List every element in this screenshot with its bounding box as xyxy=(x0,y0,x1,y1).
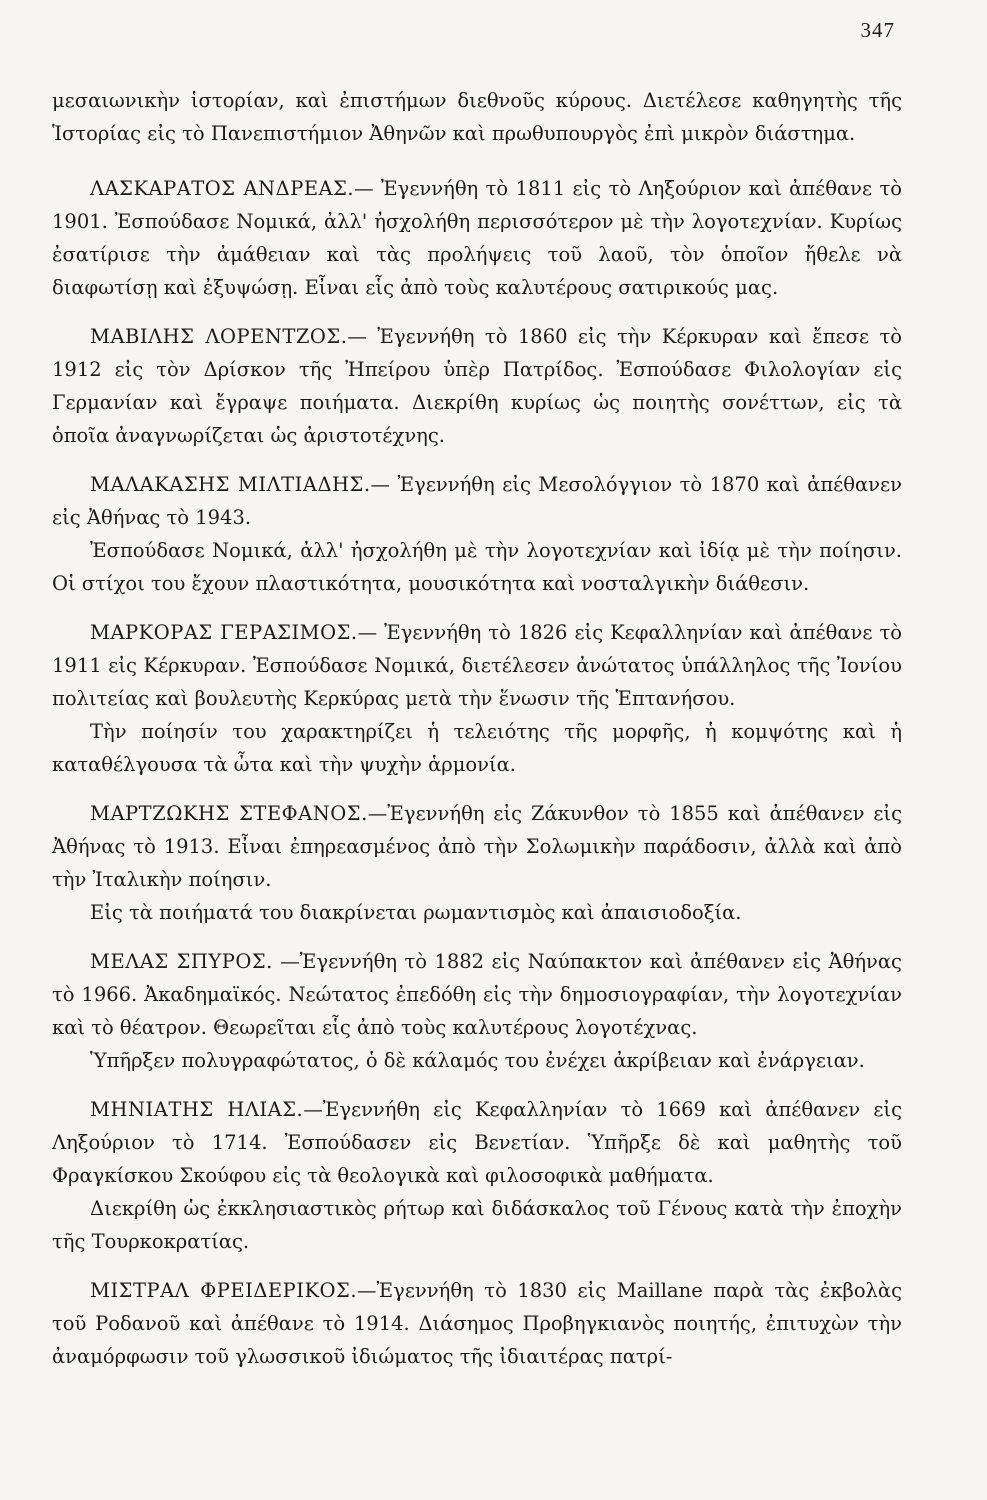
entry-markoras xyxy=(52,616,902,781)
entry-name: ΜΗΝΙΑΤΗΣ ΗΛΙΑΣ. xyxy=(90,1098,304,1121)
entry-text: —Ἐγεννήθη τὸ 1830 εἰς Maillane παρὰ τὰς ἐκβολὰς τοῦ Ροδανοῦ καὶ ἀπέθανε τὸ 1914. Διάσημος Προβηγκιανὸς ποιητής, ἐπιτυχὼν τὴν ἀναμόρφωσιν τοῦ γλωσσικοῦ ἰδιώματος τῆς ἰδιαιτέρας πατρί- xyxy=(52,1279,903,1368)
entry-melas xyxy=(52,945,902,1077)
entry-malakasis xyxy=(52,468,902,600)
entry-text: —Ἐγεννήθη τὸ 1882 εἰς Ναύπακτον καὶ ἀπέθανεν εἰς Ἀθήνας τὸ 1966. Ἀκαδημαϊκός. Νεώτατος ἐπεδόθη εἰς τὴν δημοσιογραφίαν, τὴν λογοτεχνίαν καὶ τὸ θέατρον. Θεωρεῖται εἷς ἀπὸ τοὺς καλυτέρους λογοτέχνας. xyxy=(52,950,902,1039)
entry-name: ΜΑΡΚΟΡΑΣ ΓΕΡΑΣΙΜΟΣ. xyxy=(90,621,358,644)
entry-name: ΜΕΛΑΣ ΣΠΥΡΟΣ. xyxy=(90,950,273,973)
entry-martzokis xyxy=(52,797,902,929)
entry-text: — Ἐγεννήθη εἰς Μεσολόγγιον τὸ 1870 καὶ ἀπέθανεν εἰς Ἀθήνας τὸ 1943. xyxy=(52,473,902,529)
page-number: 347 xyxy=(860,18,895,42)
entry-name: ΜΑΛΑΚΑΣΗΣ ΜΙΛΤΙΑΔΗΣ. xyxy=(90,473,371,496)
entry-extra-paragraph: Ἐσπούδασε Νομικά, ἀλλ' ἠσχολήθη μὲ τὴν λογοτεχνίαν καὶ ἰδίᾳ μὲ τὴν ποίησιν. Οἱ στίχοι του ἔχουν πλαστικότητα, μουσικότητα καὶ νοσταλγικὴν διάθεσιν. xyxy=(52,539,902,595)
entry-text: — Ἐγεννήθη τὸ 1811 εἰς τὸ Ληξούριον καὶ ἀπέθανε τὸ 1901. Ἐσπούδασε Νομικά, ἀλλ' ἠσχολήθη περισσότερον μὲ τὴν λογοτεχνίαν. Κυρίως ἐσατίρισε τὴν ἀμάθειαν καὶ τὰς προλήψεις τοῦ λαοῦ, τὸν ὁποῖον ἤθελε νὰ διαφωτίσῃ καὶ ἐξυψώσῃ. Εἶναι εἷς ἀπὸ τοὺς καλυτέρους σατιρικούς μας. xyxy=(52,177,902,299)
entry-text: — Ἐγεννήθη τὸ 1826 εἰς Κεφαλληνίαν καὶ ἀπέθανε τὸ 1911 εἰς Κέρκυραν. Ἐσπούδασε Νομικά, διετέλεσεν ἀνώτατος ὑπάλληλος τῆς Ἰονίου πολιτείας καὶ βουλευτὴς Κερκύρας μετὰ τὴν ἕνωσιν τῆς Ἑπτανήσου. xyxy=(52,621,902,710)
entry-name: ΜΙΣΤΡΑΛ ΦΡΕΙΔΕΡΙΚΟΣ. xyxy=(90,1279,358,1302)
entry-extra-paragraph: Τὴν ποίησίν του χαρακτηρίζει ἡ τελειότης τῆς μορφῆς, ἡ κομψότης καὶ ἡ καταθέλγουσα τὰ ὦτα καὶ τὴν ψυχὴν ἁρμονία. xyxy=(52,720,902,776)
entry-extra-paragraph: Διεκρίθη ὡς ἐκκλησιαστικὸς ρήτωρ καὶ διδάσκαλος τοῦ Γένους κατὰ τὴν ἐποχὴν τῆς Τουρκοκρατίας. xyxy=(52,1197,902,1253)
entry-text: — Ἐγεννήθη τὸ 1860 εἰς τὴν Κέρκυραν καὶ ἔπεσε τὸ 1912 εἰς τὸν Δρίσκον τῆς Ἠπείρου ὑπὲρ Πατρίδος. Ἐσπούδασε Φιλολογίαν εἰς Γερμανίαν καὶ ἔγραψε ποιήματα. Διεκρίθη κυρίως ὡς ποιητὴς σονέττων, εἰς τὰ ὁποῖα ἀναγνωρίζεται ὡς ἀριστοτέχνης. xyxy=(52,325,902,447)
entry-name: ΛΑΣΚΑΡΑΤΟΣ ΑΝΔΡΕΑΣ. xyxy=(90,177,355,200)
entry-laskaratos xyxy=(52,172,902,304)
entry-mavilis xyxy=(52,320,902,452)
entry-name: ΜΑΡΤΖΩΚΗΣ ΣΤΕΦΑΝΟΣ. xyxy=(90,802,368,825)
entry-text: —Ἐγεννήθη εἰς Κεφαλληνίαν τὸ 1669 καὶ ἀπέθανεν εἰς Ληξούριον τὸ 1714. Ἐσπούδασεν εἰς Βενετίαν. Ὑπῆρξε δὲ καὶ μαθητὴς τοῦ Φραγκίσκου Σκούφου εἰς τὰ θεολογικὰ καὶ φιλοσοφικὰ μαθήματα. xyxy=(52,1098,902,1187)
entry-miniatis xyxy=(52,1093,902,1258)
page-body xyxy=(52,84,902,1389)
entry-mistral xyxy=(52,1274,902,1373)
entry-extra-paragraph: Εἰς τὰ ποιήματά του διακρίνεται ρωμαντισμὸς καὶ ἀπαισιοδοξία. xyxy=(90,901,742,924)
continued-paragraph: μεσαιωνικὴν ἱστορίαν, καὶ ἐπιστήμων διεθνοῦς κύρους. Διετέλεσε καθηγητὴς τῆς Ἱστορίας εἰς τὸ Πανεπιστήμιον Ἀθηνῶν καὶ πρωθυπουργὸς ἐπὶ μικρὸν διάστημα. xyxy=(52,89,902,145)
entry-text: —Ἐγεννήθη εἰς Ζάκυνθον τὸ 1855 καὶ ἀπέθανεν εἰς Ἀθήνας τὸ 1913. Εἶναι ἐπηρεασμένος ἀπὸ τὴν Σολωμικὴν παράδοσιν, ἀλλὰ καὶ ἀπὸ τὴν Ἰταλικὴν ποίησιν. xyxy=(52,802,902,891)
entry-name: ΜΑΒΙΛΗΣ ΛΟΡΕΝΤΖΟΣ. xyxy=(90,325,348,348)
entry-extra-paragraph: Ὑπῆρξεν πολυγραφώτατος, ὁ δὲ κάλαμός του ἐνέχει ἀκρίβειαν καὶ ἐνάργειαν. xyxy=(90,1049,865,1072)
